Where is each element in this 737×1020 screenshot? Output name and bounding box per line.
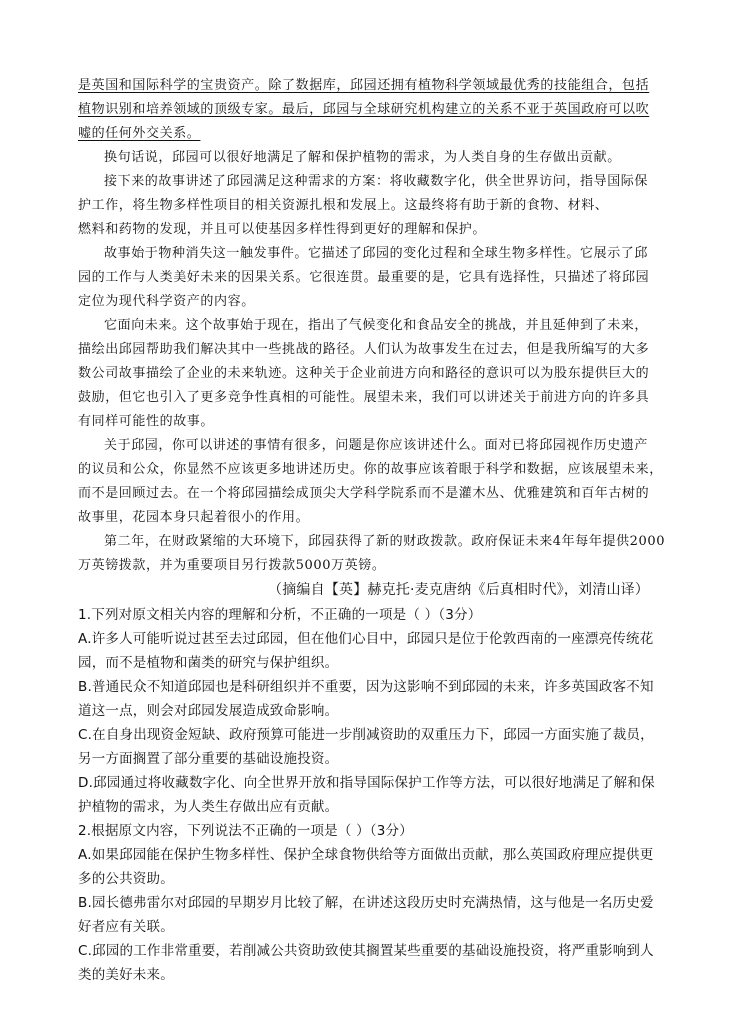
passage-line: 燃料和药物的发现，并且可以使基因多样性得到更好的理解和保护。 (78, 222, 487, 237)
passage-line: 的议员和公众，你显然不应该更多地讲述历史。你的故事应该着眼于科学和数据，应该展望未来， (78, 462, 663, 477)
passage-line: 第二年，在财政紧缩的大环境下，邱园获得了新的财政拨款。政府保证未来4年每年提供2000 (104, 534, 666, 549)
question-1-option-b: B.普通民众不知道邱园也是科研组织并不重要，因为这影响不到邱园的未来，许多英国政客不知 (78, 679, 654, 695)
source-attribution: （摘编自【英】赫克托·麦克唐纳《后真相时代》，刘清山译） (268, 582, 650, 598)
question-1-option-b-cont: 道这一点，则会对邱园发展造成致命影响。 (78, 703, 339, 719)
question-1-option-a-cont: 园，而不是植物和菌类的研究与保护组织。 (78, 655, 339, 671)
passage-line: 嘘的任何外交关系。 (78, 126, 201, 141)
question-1-option-d: D.邱园通过将收藏数字化、向全世界开放和指导国际保护工作等方法，可以很好地满足了解和保 (78, 775, 655, 791)
passage-line: 是英国和国际科学的宝贵资产。除了数据库，邱园还拥有植物科学领域最优秀的技能组合，包括 (78, 78, 650, 93)
passage-line: 故事里，花园本身只起着很小的作用。 (78, 510, 310, 525)
passage-line: 故事始于物种消失这一触发事件。它描述了邱园的变化过程和全球生物多样性。它展示了邱 (104, 246, 649, 261)
passage-line: 它面向未来。这个故事始于现在，指出了气候变化和食品安全的挑战，并且延伸到了未来， (104, 318, 649, 333)
question-2-option-c: C.邱园的工作非常重要，若削减公共资助致使其搁置某些重要的基础设施投资，将严重影响到人 (78, 943, 654, 959)
passage-line: 鼓励，但它也引入了更多竞争性真相的可能性。展望未来，我们可以讲述关于前进方向的许多具 (78, 390, 650, 405)
passage-line: 接下来的故事讲述了邱园满足这种需求的方案：将收藏数字化，供全世界访问，指导国际保 (104, 174, 649, 189)
passage-line: 园的工作与人类美好未来的因果关系。它很连贯。最重要的是，它具有选择性，只描述了将邱园 (78, 270, 650, 285)
passage-line: 护工作，将生物多样性项目的相关资源扎根和发展上。这最终将有助于新的食物、材料、 (78, 198, 609, 213)
question-2-option-b-cont: 好者应有关联。 (78, 919, 174, 935)
question-2-option-a-cont: 多的公共资助。 (78, 871, 174, 887)
passage-line: 定位为现代科学资产的内容。 (78, 294, 255, 309)
passage-line: 数公司故事描绘了企业的未来轨迹。这种关于企业前进方向和路径的意识可以为股东提供巨大的 (78, 366, 650, 381)
question-1-option-c-cont: 另一方面搁置了部分重要的基础设施投资。 (78, 751, 339, 767)
passage-line: 关于邱园，你可以讲述的事情有很多，问题是你应该讲述什么。面对已将邱园视作历史遗产 (104, 438, 649, 453)
passage-line: 描绘出邱园帮助我们解决其中一些挑战的路径。人们认为故事发生在过去，但是我所编写的大多 (78, 342, 650, 357)
question-2-option-a: A.如果邱园能在保护生物多样性、保护全球食物供给等方面做出贡献，那么英国政府理应提供更 (78, 847, 654, 863)
question-1-option-a: A.许多人可能听说过甚至去过邱园，但在他们心目中，邱园只是位于伦敦西南的一座漂亮传统花 (78, 631, 654, 647)
question-1-option-d-cont: 护植物的需求，为人类生存做出应有贡献。 (78, 799, 339, 815)
passage-line: 有同样可能性的故事。 (78, 414, 215, 429)
passage-line: 换句话说，邱园可以很好地满足了解和保护植物的需求，为人类自身的生存做出贡献。 (104, 150, 621, 165)
passage-line: 而不是回顾过去。在一个将邱园描绘成顶尖大学科学院系而不是灌木丛、优雅建筑和百年古树的 (78, 486, 650, 501)
question-2-option-c-cont: 类的美好未来。 (78, 967, 174, 983)
question-1-option-c: C.在自身出现资金短缺、政府预算可能进一步削减资助的双重压力下，邱园一方面实施了裁员， (78, 727, 654, 743)
question-2-stem: 2.根据原文内容，下列说法不正确的一项是（ ）（3分） (78, 823, 413, 839)
passage-line: 万英镑拨款，并为重要项目另行拨款5000万英镑。 (78, 558, 386, 573)
question-2-option-b: B.园长德弗雷尔对邱园的早期岁月比较了解，在讲述这段历史时充满热情，这与他是一名历史爱 (78, 895, 654, 911)
question-1-stem: 1.下列对原文相关内容的理解和分析，不正确的一项是（ ）（3分） (78, 607, 482, 623)
passage-line: 植物识别和培养领域的顶级专家。最后，邱园与全球研究机构建立的关系不亚于英国政府可以吹 (78, 102, 650, 117)
